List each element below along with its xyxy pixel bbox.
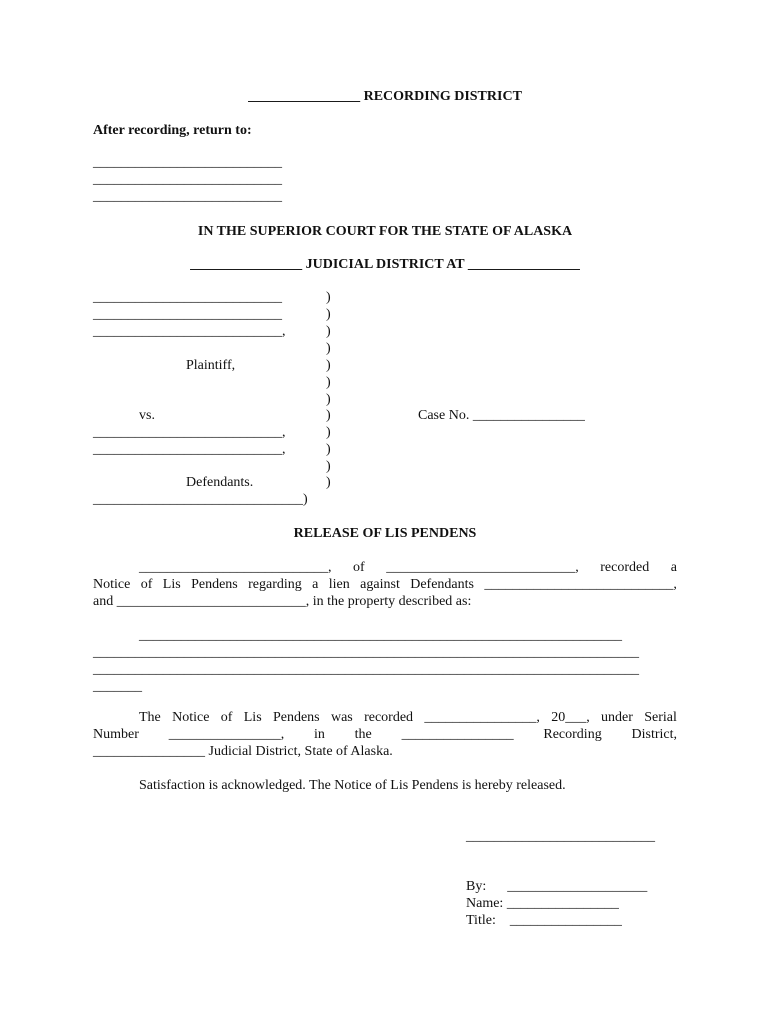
releasor-address-blank: ___________________________, [386,560,579,575]
word: lien [328,577,350,592]
word: District, [631,727,677,742]
para1-line3: and ___________________________, in the property described as: [93,594,472,609]
word: recorded [364,710,414,725]
plaintiff-line: ___________________________ [93,290,282,305]
court-title: IN THE SUPERIOR COURT FOR THE STATE OF ALASKA [197,224,573,239]
word: The [139,710,161,725]
plaintiff-label: Plaintiff, [186,358,236,373]
plaintiff-line: ___________________________ [93,307,282,322]
word: in [313,727,325,742]
property-description-line: ______________________________________________________________________________ [93,645,639,660]
caption-paren: ) [326,358,331,373]
caption-paren: ) [326,475,331,490]
word: under [601,710,633,725]
word: Number [93,727,139,742]
return-address-line: ___________________________ [93,155,282,170]
word: the [354,727,372,742]
caption-paren: ) [326,324,331,339]
return-to-label: After recording, return to: [93,123,252,138]
judicial-district-line: ________________ JUDICIAL DISTRICT AT ________________ [190,257,580,272]
signature-line: ___________________________ [466,829,655,844]
word: recorded [600,560,650,575]
defendants-label: Defendants. [186,475,254,490]
caption-paren: ) [326,459,331,474]
document-title: RELEASE OF LIS PENDENS [293,526,477,541]
property-description-line: ______________________________________________________________________________ [93,662,639,677]
signature-title: Title: ________________ [466,913,622,928]
satisfaction-statement: Satisfaction is acknowledged. The Notice of Lis Pendens is hereby released. [139,778,566,793]
caption-paren: ) [326,290,331,305]
return-address-line: ___________________________ [93,172,282,187]
caption-paren: ) [326,442,331,457]
word: Pendens [191,577,238,592]
caption-paren: ) [326,425,331,440]
para2-line2 [93,726,677,743]
return-address-line: ___________________________ [93,189,282,204]
caption-paren: ) [326,392,331,407]
defendant-line: ___________________________, [93,442,286,457]
word: was [330,710,353,725]
signature-by: By: ____________________ [466,879,648,894]
para2-line3: ________________ Judicial District, State of Alaska. [93,744,393,759]
word: Lis [243,710,262,725]
word: of [140,577,153,592]
defendants-blank: ___________________________, [484,577,677,592]
word: regarding [248,577,302,592]
word: Serial [644,710,677,725]
word: Lis [162,577,181,592]
signature-name: Name: ________________ [466,896,619,911]
case-number: Case No. ________________ [418,408,585,423]
word: Notice [93,577,131,592]
caption-bottom-line: ______________________________) [93,492,308,507]
caption-paren: ) [326,341,331,356]
defendant-line: ___________________________, [93,425,286,440]
word: a [312,577,319,592]
word: against [360,577,400,592]
date-blank: ________________, [424,710,540,725]
year-blank: 20___, [551,710,590,725]
word: Notice [172,710,210,725]
serial-number-blank: ________________, [168,727,285,742]
recording-district-blank: ________________ [401,727,514,742]
recording-district-line: ________________ RECORDING DISTRICT [248,89,522,104]
word: of [220,710,233,725]
word: of [353,560,365,575]
caption-paren: ) [326,375,331,390]
para1-line2 [93,576,677,593]
releasor-name-blank: ___________________________, [139,560,332,575]
para1-line1 [139,559,677,576]
property-description-line: _______ [93,679,142,694]
caption-paren: ) [326,307,331,322]
caption-paren: ) [326,408,331,423]
word: Pendens [272,710,320,725]
vs-label: vs. [139,408,155,423]
plaintiff-line: ___________________________, [93,324,286,339]
property-description-line: _____________________________________________________________________ [139,628,622,643]
word: Defendants [410,577,474,592]
word: Recording [543,727,602,742]
word: a [670,560,677,575]
para2-line1 [139,709,677,726]
